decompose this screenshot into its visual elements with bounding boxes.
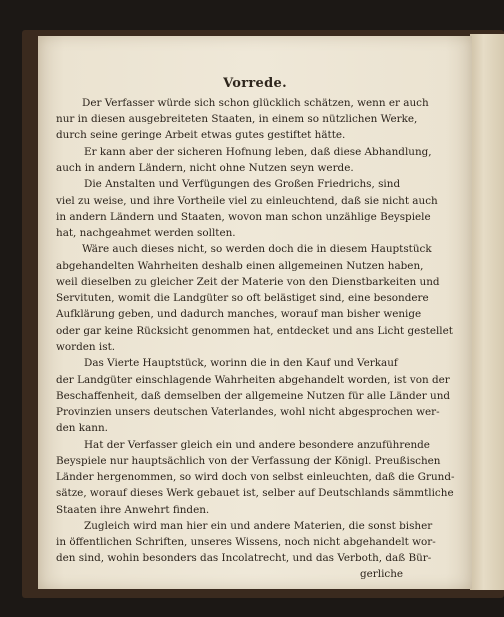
text-line: hat, nachgeahmet werden sollten.	[56, 227, 236, 239]
text-line: weil dieselben zu gleicher Zeit der Materie von den Dienstbarkeiten und	[56, 276, 440, 288]
text-line: sätze, worauf dieses Werk gebauet ist, selber auf Deutschlands sämmtliche	[56, 487, 454, 499]
text-line: durch seine geringe Arbeit etwas gutes gestiftet hätte.	[56, 129, 346, 141]
text-line: abgehandelten Wahrheiten deshalb einen allgemeinen Nutzen haben,	[56, 260, 424, 272]
text-line: Beyspiele nur hauptsächlich von der Verfassung der Königl. Preußischen	[56, 455, 441, 467]
text-line: Wäre auch dieses nicht, so werden doch die in diesem Hauptstück	[82, 243, 432, 255]
page-heading: Vorrede.	[223, 76, 287, 91]
text-line: worden ist.	[56, 341, 116, 353]
text-line: Staaten ihre Anwehrt finden.	[56, 504, 210, 516]
text-line: den sind, wohin besonders das Incolatrecht, und das Verboth, daß Bür-	[56, 552, 432, 564]
text-line: Er kann aber der sicheren Hofnung leben, daß diese Abhandlung,	[84, 146, 432, 158]
text-line: Die Anstalten und Verfügungen des Großen Friedrichs, sind	[84, 178, 401, 190]
text-line: nur in diesen ausgebreiteten Staaten, in einem so nützlichen Werke,	[56, 113, 418, 125]
text-line: Servituten, womit die Landgüter so oft belästiget sind, eine besondere	[56, 292, 429, 304]
text-line: den kann.	[56, 422, 108, 434]
text-line: Beschaffenheit, daß demselben der allgemeine Nutzen für alle Länder und	[56, 390, 451, 402]
facing-page-edge	[470, 34, 504, 590]
text-line: viel zu weise, und ihre Vortheile viel zu einleuchtend, daß sie nicht auch	[56, 195, 438, 207]
text-line: Zugleich wird man hier ein und andere Materien, die sonst bisher	[84, 520, 433, 532]
text-line: der Landgüter einschlagende Wahrheiten abgehandelt worden, ist von der	[56, 374, 450, 386]
text-line: Hat der Verfasser gleich ein und andere besondere anzuführende	[84, 439, 430, 451]
book-page	[38, 36, 472, 589]
text-line: Länder hergenommen, so wird doch von selbst einleuchten, daß die Grund-	[56, 471, 455, 483]
text-line: in öffentlichen Schriften, unseres Wissens, noch nicht abgehandelt wor-	[56, 536, 436, 548]
text-line: Aufklärung geben, und dadurch manches, worauf man bisher wenige	[56, 308, 422, 320]
text-line: Das Vierte Hauptstück, worinn die in den Kauf und Verkauf	[84, 357, 398, 369]
text-line: in andern Ländern und Staaten, wovon man schon unzählige Beyspiele	[56, 211, 431, 223]
text-line: gerliche	[360, 568, 404, 580]
text-line: auch in andern Ländern, nicht ohne Nutzen seyn werde.	[56, 162, 354, 174]
text-line: oder gar keine Rücksicht genommen hat, entdecket und ans Licht gestellet	[56, 325, 453, 337]
text-line: Der Verfasser würde sich schon glücklich schätzen, wenn er auch	[82, 97, 429, 109]
text-line: Provinzien unsers deutschen Vaterlandes, wohl nicht abgesprochen wer-	[56, 406, 440, 418]
